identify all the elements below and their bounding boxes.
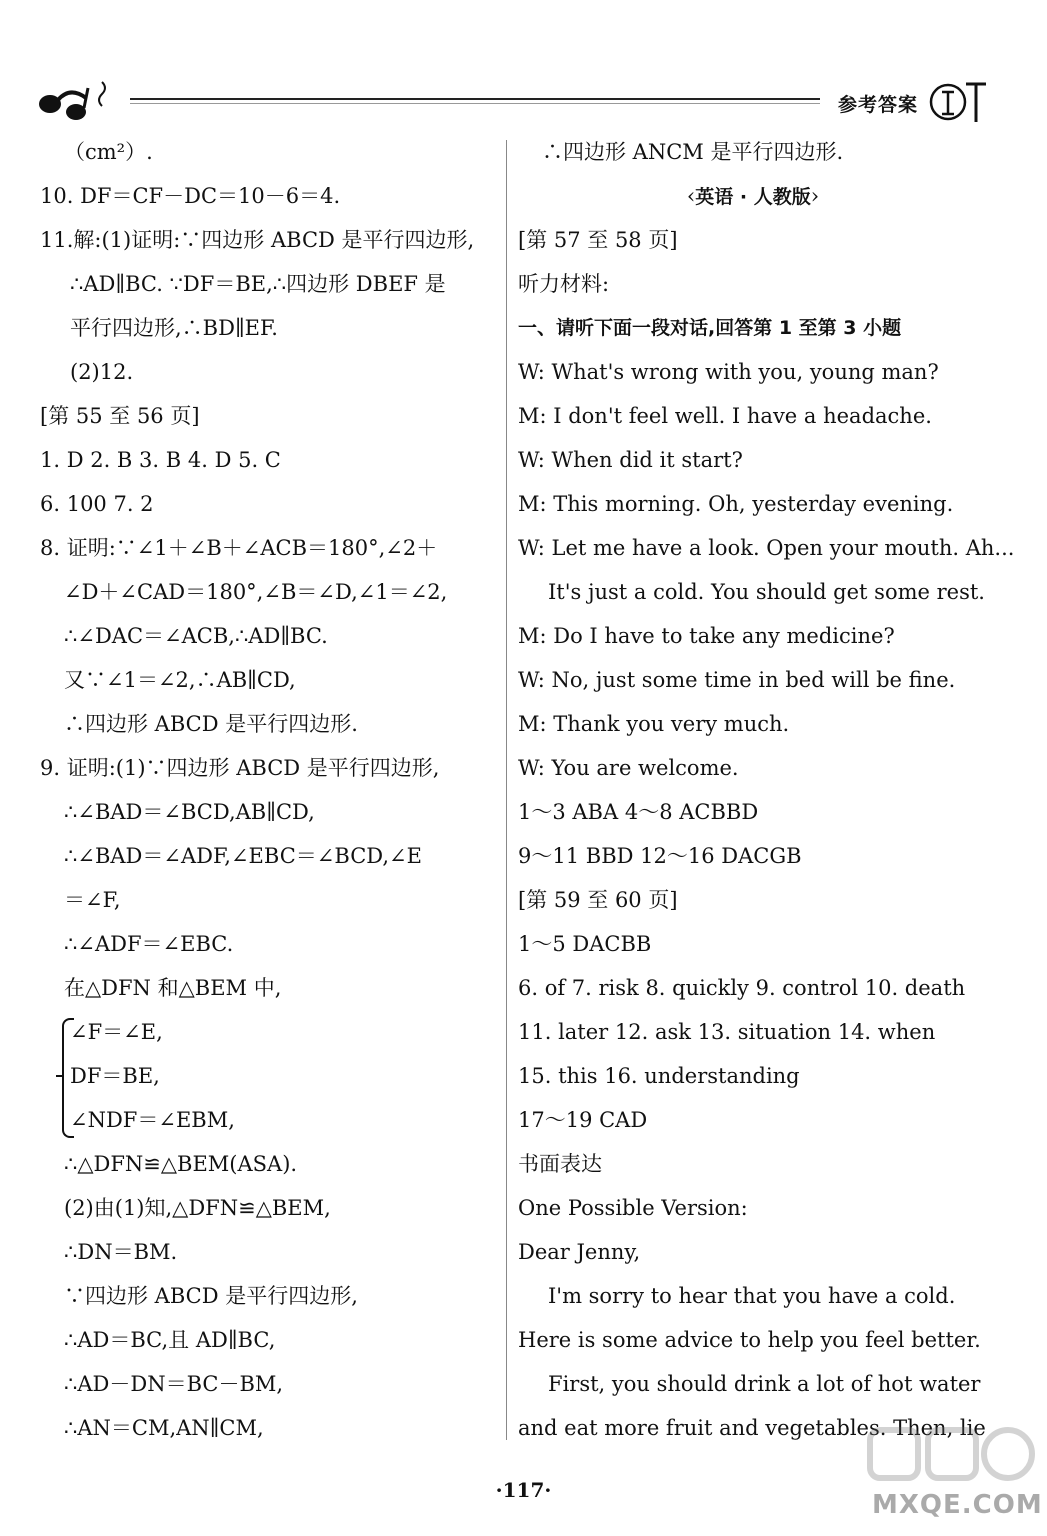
text-line: ∴DN＝BM. xyxy=(64,1240,178,1264)
answer-line: 9～11 BBD 12～16 DACGB xyxy=(518,844,802,868)
letter-line: and eat more fruit and vegetables. Then, lie xyxy=(518,1416,986,1440)
text-line: 1. D 2. B 3. B 4. D 5. C xyxy=(40,448,281,472)
text-line: ∴四边形 ABCD 是平行四边形. xyxy=(64,712,358,736)
text-line: ∴AN＝CM,AN∥CM, xyxy=(64,1416,264,1440)
text-line: ∴AD∥BC. ∵DF＝BE,∴四边形 DBEF 是 xyxy=(70,272,446,296)
page-header xyxy=(0,0,1047,140)
dialogue-line: W: When did it start? xyxy=(518,448,743,472)
text-line: 听力材料: xyxy=(518,272,610,296)
header-rule-thin xyxy=(130,103,820,104)
text-line: (2)由(1)知,△DFN≌△BEM, xyxy=(64,1196,331,1220)
text-line: 平行四边形,∴BD∥EF. xyxy=(70,316,278,340)
badge-icon xyxy=(928,76,988,126)
text-line: ∵四边形 ABCD 是平行四边形, xyxy=(64,1284,358,1308)
dialogue-line: W: You are welcome. xyxy=(518,756,739,780)
letter-line: Here is some advice to help you feel better. xyxy=(518,1328,981,1352)
section-heading: [第 57 至 58 页] xyxy=(518,228,678,252)
dialogue-line: W: Let me have a look. Open your mouth. Ah... xyxy=(518,536,1015,560)
dialogue-line: W: What's wrong with you, young man? xyxy=(518,360,939,384)
page-number: ·117· xyxy=(495,1478,552,1502)
system-line: DF＝BE, xyxy=(70,1064,160,1088)
text-line: 在△DFN 和△BEM 中, xyxy=(64,976,282,1000)
answer-line: 6. of 7. risk 8. quickly 9. control 10. death xyxy=(518,976,966,1000)
edition-heading: ‹英语 · 人教版› xyxy=(686,184,820,208)
dialogue-line: M: Thank you very much. xyxy=(518,712,790,736)
text-line: 10. DF＝CF－DC＝10－6＝4. xyxy=(40,184,341,208)
system-line: ∠NDF＝∠EBM, xyxy=(70,1108,235,1132)
text-line: ∴AD－DN＝BC－BM, xyxy=(64,1372,284,1396)
system-line: ∠F＝∠E, xyxy=(70,1020,163,1044)
dialogue-line: It's just a cold. You should get some rest. xyxy=(548,580,985,604)
edition-label: 英语 · 人教版 xyxy=(695,186,811,208)
text-line: ＝∠F, xyxy=(64,888,121,912)
text-line: 9. 证明:(1)∵四边形 ABCD 是平行四边形, xyxy=(40,756,440,780)
text-line: ∴∠BAD＝∠ADF,∠EBC＝∠BCD,∠E xyxy=(64,844,422,868)
text-line: （cm²）. xyxy=(64,140,153,164)
text-line: 8. 证明:∵∠1＋∠B＋∠ACB＝180°,∠2＋ xyxy=(40,536,438,560)
section-title: 参考答案 xyxy=(838,94,919,116)
letter-line: First, you should drink a lot of hot water xyxy=(548,1372,981,1396)
answer-line: 1～5 DACBB xyxy=(518,932,652,956)
answer-line: 11. later 12. ask 13. situation 14. when xyxy=(518,1020,936,1044)
text-line: One Possible Version: xyxy=(518,1196,748,1220)
text-line: 11.解:(1)证明:∵四边形 ABCD 是平行四边形, xyxy=(40,228,475,252)
brace-icon xyxy=(62,1018,74,1138)
text-line: 又∵∠1＝∠2,∴AB∥CD, xyxy=(64,668,296,692)
answer-line: 15. this 16. understanding xyxy=(518,1064,800,1088)
text-line: ∠D＋∠CAD＝180°,∠B＝∠D,∠1＝∠2, xyxy=(64,580,448,604)
question-heading: 一、请听下面一段对话,回答第 1 至第 3 小题 xyxy=(518,317,902,339)
column-divider xyxy=(506,140,507,1440)
section-heading: [第 59 至 60 页] xyxy=(518,888,678,912)
equation-system xyxy=(40,1010,495,1142)
header-rule xyxy=(130,98,820,100)
text-line: 书面表达 xyxy=(518,1152,602,1176)
text-line: 6. 100 7. 2 xyxy=(40,492,154,516)
watermark-text: MXQE.COM xyxy=(872,1490,1043,1520)
music-note-logo-icon xyxy=(36,78,126,126)
text-line: ∴AD＝BC,且 AD∥BC, xyxy=(64,1328,276,1352)
text-line: ∴四边形 ANCM 是平行四边形. xyxy=(542,140,844,164)
text-line: ∴∠ADF＝∠EBC. xyxy=(64,932,234,956)
text-line: ∴△DFN≌△BEM(ASA). xyxy=(64,1152,298,1176)
text-line: (2)12. xyxy=(70,360,134,384)
dialogue-line: M: Do I have to take any medicine? xyxy=(518,624,895,648)
left-column xyxy=(40,130,495,1450)
letter-line: I'm sorry to hear that you have a cold. xyxy=(548,1284,956,1308)
text-line: ∴∠BAD＝∠BCD,AB∥CD, xyxy=(64,800,315,824)
answer-line: 17～19 CAD xyxy=(518,1108,648,1132)
section-heading: [第 55 至 56 页] xyxy=(40,404,200,428)
dialogue-line: W: No, just some time in bed will be fine. xyxy=(518,668,956,692)
right-column xyxy=(518,130,1015,1450)
text-line: ∴∠DAC＝∠ACB,∴AD∥BC. xyxy=(64,624,328,648)
dialogue-line: M: I don't feel well. I have a headache. xyxy=(518,404,932,428)
dialogue-line: M: This morning. Oh, yesterday evening. xyxy=(518,492,954,516)
text-line: Dear Jenny, xyxy=(518,1240,641,1264)
answer-line: 1～3 ABA 4～8 ACBBD xyxy=(518,800,759,824)
